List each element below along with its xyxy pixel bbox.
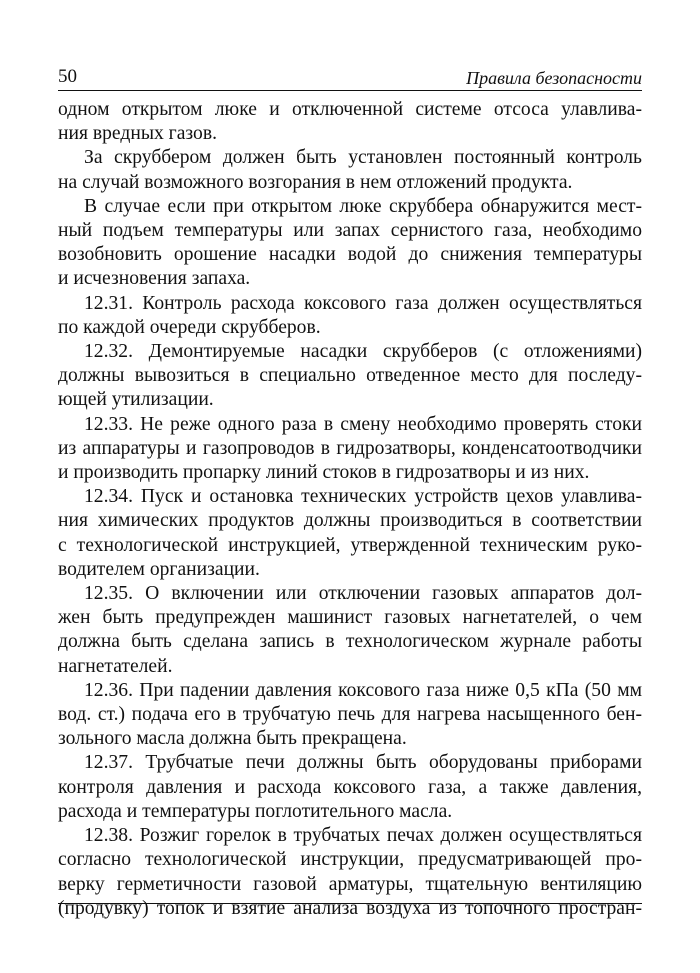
paragraph	[58, 413, 642, 486]
text-line: 12.37. Трубчатые печи должны быть оборудованы приборами	[84, 752, 642, 774]
paragraph	[58, 340, 642, 413]
text-line: из аппаратуры и газопроводов в гидрозатворы, конденсатоотводчики	[58, 437, 642, 459]
text-line: В случае если при открытом люке скруббера обнаружится мест-	[84, 195, 642, 217]
text-line: согласно технологической инструкции, предусматривающей про-	[58, 849, 642, 871]
page-header	[58, 66, 642, 91]
text-line: одном открытом люке и отключенной системе отсоса улавлива-	[58, 99, 642, 120]
text-line: 12.38. Розжиг горелок в трубчатых печах должен осуществляться	[84, 825, 642, 847]
paragraph	[58, 582, 642, 679]
paragraph	[58, 751, 642, 824]
document-page	[58, 66, 642, 921]
text-line: зольного масла должна быть прекращена.	[58, 728, 407, 750]
paragraph	[58, 292, 642, 340]
text-line: вод. ст.) подача его в трубчатую печь для нагрева насыщенного бен-	[58, 704, 642, 726]
text-line: с технологической инструкцией, утвержденной техническим руко-	[58, 534, 642, 556]
text-line: верку герметичности газовой арматуры, тщательную вентиляцию	[58, 873, 642, 895]
document-body	[58, 98, 642, 921]
text-line: контроля давления и расхода коксового газа, а также давления,	[58, 776, 642, 798]
text-line: ный подъем температуры или запах сернистого газа, необходимо	[58, 220, 642, 242]
text-line: должны вывозиться в специально отведенное место для последу-	[58, 365, 642, 387]
paragraph	[58, 98, 642, 146]
text-line: 12.35. О включении или отключении газовых аппаратов дол-	[84, 583, 642, 605]
text-line: жен быть предупрежден машинист газовых нагнетателей, о чем	[58, 607, 642, 629]
text-line: ния вредных газов.	[58, 123, 217, 145]
paragraph	[58, 824, 642, 921]
text-line: За скруббером должен быть установлен постоянный контроль	[84, 147, 642, 169]
text-line: 12.34. Пуск и остановка технических устройств цехов улавлива-	[84, 486, 642, 508]
text-line: ния химических продуктов должны производиться в соответствии	[58, 510, 642, 532]
text-line: 12.33. Не реже одного раза в смену необходимо проверять стоки	[84, 413, 642, 435]
paragraph	[58, 146, 642, 194]
running-head: Правила безопасности	[466, 68, 642, 88]
text-line: по каждой очереди скрубберов.	[58, 316, 321, 338]
text-line: (продувку) топок и взятие анализа воздуха из топочного простран-	[58, 897, 642, 919]
text-line: 12.36. При падении давления коксового газа ниже 0,5 кПа (50 мм	[84, 679, 642, 701]
text-line: на случай возможного возгорания в нем отложений продукта.	[58, 171, 573, 193]
text-line: и исчезновения запаха.	[58, 268, 251, 290]
text-line: и производить пропарку линий стоков в гидрозатворы и из них.	[58, 462, 590, 484]
text-line: расхода и температуры поглотительного масла.	[58, 800, 453, 822]
text-line: 12.32. Демонтируемые насадки скрубберов (с отложениями)	[84, 341, 642, 363]
paragraph	[58, 679, 642, 752]
text-line: должна быть сделана запись в технологическом журнале работы	[58, 631, 642, 653]
paragraph	[58, 485, 642, 582]
footer-rule	[58, 903, 642, 904]
page-number: 50	[58, 66, 77, 87]
text-line: ющей утилизации.	[58, 389, 214, 411]
text-line: 12.31. Контроль расхода коксового газа должен осуществляться	[84, 292, 642, 314]
text-line: водителем организации.	[58, 558, 260, 580]
text-line: нагнетателей.	[58, 655, 173, 677]
text-line: возобновить орошение насадки водой до снижения температуры	[58, 244, 642, 266]
paragraph	[58, 195, 642, 292]
